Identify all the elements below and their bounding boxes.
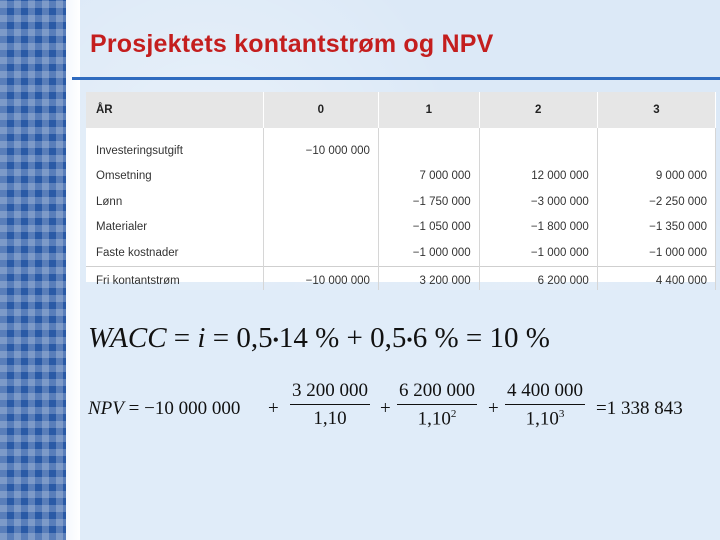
fraction-numerator: 4 400 000 xyxy=(505,380,585,405)
table-row xyxy=(86,215,716,241)
table-cell xyxy=(378,138,479,164)
npv-formula xyxy=(88,378,708,438)
table-cell xyxy=(597,138,715,164)
header-col-0: 0 xyxy=(263,92,378,128)
table-cell xyxy=(263,164,378,190)
multiply-dot-icon: • xyxy=(272,329,279,350)
table-cell xyxy=(263,189,378,215)
slide-title: Prosjektets kontantstrøm og NPV xyxy=(90,30,494,58)
title-divider xyxy=(72,77,720,80)
cashflow-table-container xyxy=(86,92,716,287)
side-strip-edge xyxy=(66,0,80,540)
header-year: ÅR xyxy=(86,92,263,128)
total-cell: 6 200 000 xyxy=(479,266,597,295)
fraction-year-3 xyxy=(505,380,585,430)
table-cell: −3 000 000 xyxy=(479,189,597,215)
table-row xyxy=(86,138,716,164)
cashflow-table xyxy=(86,92,716,295)
table-row xyxy=(86,240,716,266)
table-header-row xyxy=(86,92,716,128)
wacc-middle: 14 % + 0,5 xyxy=(278,322,407,354)
table-cell: −1 750 000 xyxy=(378,189,479,215)
wacc-symbol: WACC xyxy=(88,322,167,354)
table-cell: −1 800 000 xyxy=(479,215,597,241)
denominator-exponent: 3 xyxy=(558,408,565,420)
table-row xyxy=(86,189,716,215)
table-cell: −1 350 000 xyxy=(597,215,715,241)
wacc-i: i xyxy=(197,322,206,354)
npv-result: =1 338 843 xyxy=(596,398,683,419)
fraction-year-2 xyxy=(397,380,477,430)
table-cell: 12 000 000 xyxy=(479,164,597,190)
table-row xyxy=(86,164,716,190)
plus-sign: + xyxy=(488,398,499,419)
npv-initial: = −10 000 000 xyxy=(128,398,241,419)
table-cell: −1 000 000 xyxy=(597,240,715,266)
table-cell: −10 000 000 xyxy=(263,138,378,164)
wacc-formula xyxy=(88,322,550,355)
fraction-year-1 xyxy=(290,380,370,430)
decorative-side-strip xyxy=(0,0,66,540)
total-label: Fri kontantstrøm xyxy=(86,266,263,295)
denominator-base: 1,10 xyxy=(417,408,451,430)
fraction-denominator xyxy=(505,405,585,430)
table-cell xyxy=(479,138,597,164)
table-cell: 9 000 000 xyxy=(597,164,715,190)
header-col-2: 2 xyxy=(479,92,597,128)
fraction-denominator xyxy=(397,405,477,430)
table-cell: 7 000 000 xyxy=(378,164,479,190)
table-cell: −1 000 000 xyxy=(479,240,597,266)
table-spacer xyxy=(86,128,716,138)
table-cell xyxy=(263,215,378,241)
row-label: Investeringsutgift xyxy=(86,138,263,164)
wacc-equals: = xyxy=(173,322,191,354)
total-cell: 3 200 000 xyxy=(378,266,479,295)
header-col-3: 3 xyxy=(597,92,715,128)
denominator-base: 1,10 xyxy=(313,408,347,429)
total-cell: 4 400 000 xyxy=(597,266,715,295)
header-col-1: 1 xyxy=(378,92,479,128)
multiply-dot-icon: • xyxy=(406,329,413,350)
row-label: Faste kostnader xyxy=(86,240,263,266)
denominator-base: 1,10 xyxy=(525,408,559,430)
denominator-exponent: 2 xyxy=(450,408,457,420)
total-cell: −10 000 000 xyxy=(263,266,378,295)
npv-lhs-group xyxy=(88,398,240,420)
wacc-result: 6 % = 10 % xyxy=(412,322,550,354)
table-cell: −1 000 000 xyxy=(378,240,479,266)
wacc-weight-1: = 0,5 xyxy=(212,322,273,354)
row-label: Lønn xyxy=(86,189,263,215)
npv-symbol: NPV xyxy=(88,398,124,419)
table-cell: −1 050 000 xyxy=(378,215,479,241)
plus-sign: + xyxy=(268,398,279,419)
plus-sign: + xyxy=(380,398,391,419)
table-cell: −2 250 000 xyxy=(597,189,715,215)
row-label: Omsetning xyxy=(86,164,263,190)
fraction-numerator: 3 200 000 xyxy=(290,380,370,405)
fraction-numerator: 6 200 000 xyxy=(397,380,477,405)
fraction-denominator xyxy=(290,405,370,430)
table-cell xyxy=(263,240,378,266)
row-label: Materialer xyxy=(86,215,263,241)
